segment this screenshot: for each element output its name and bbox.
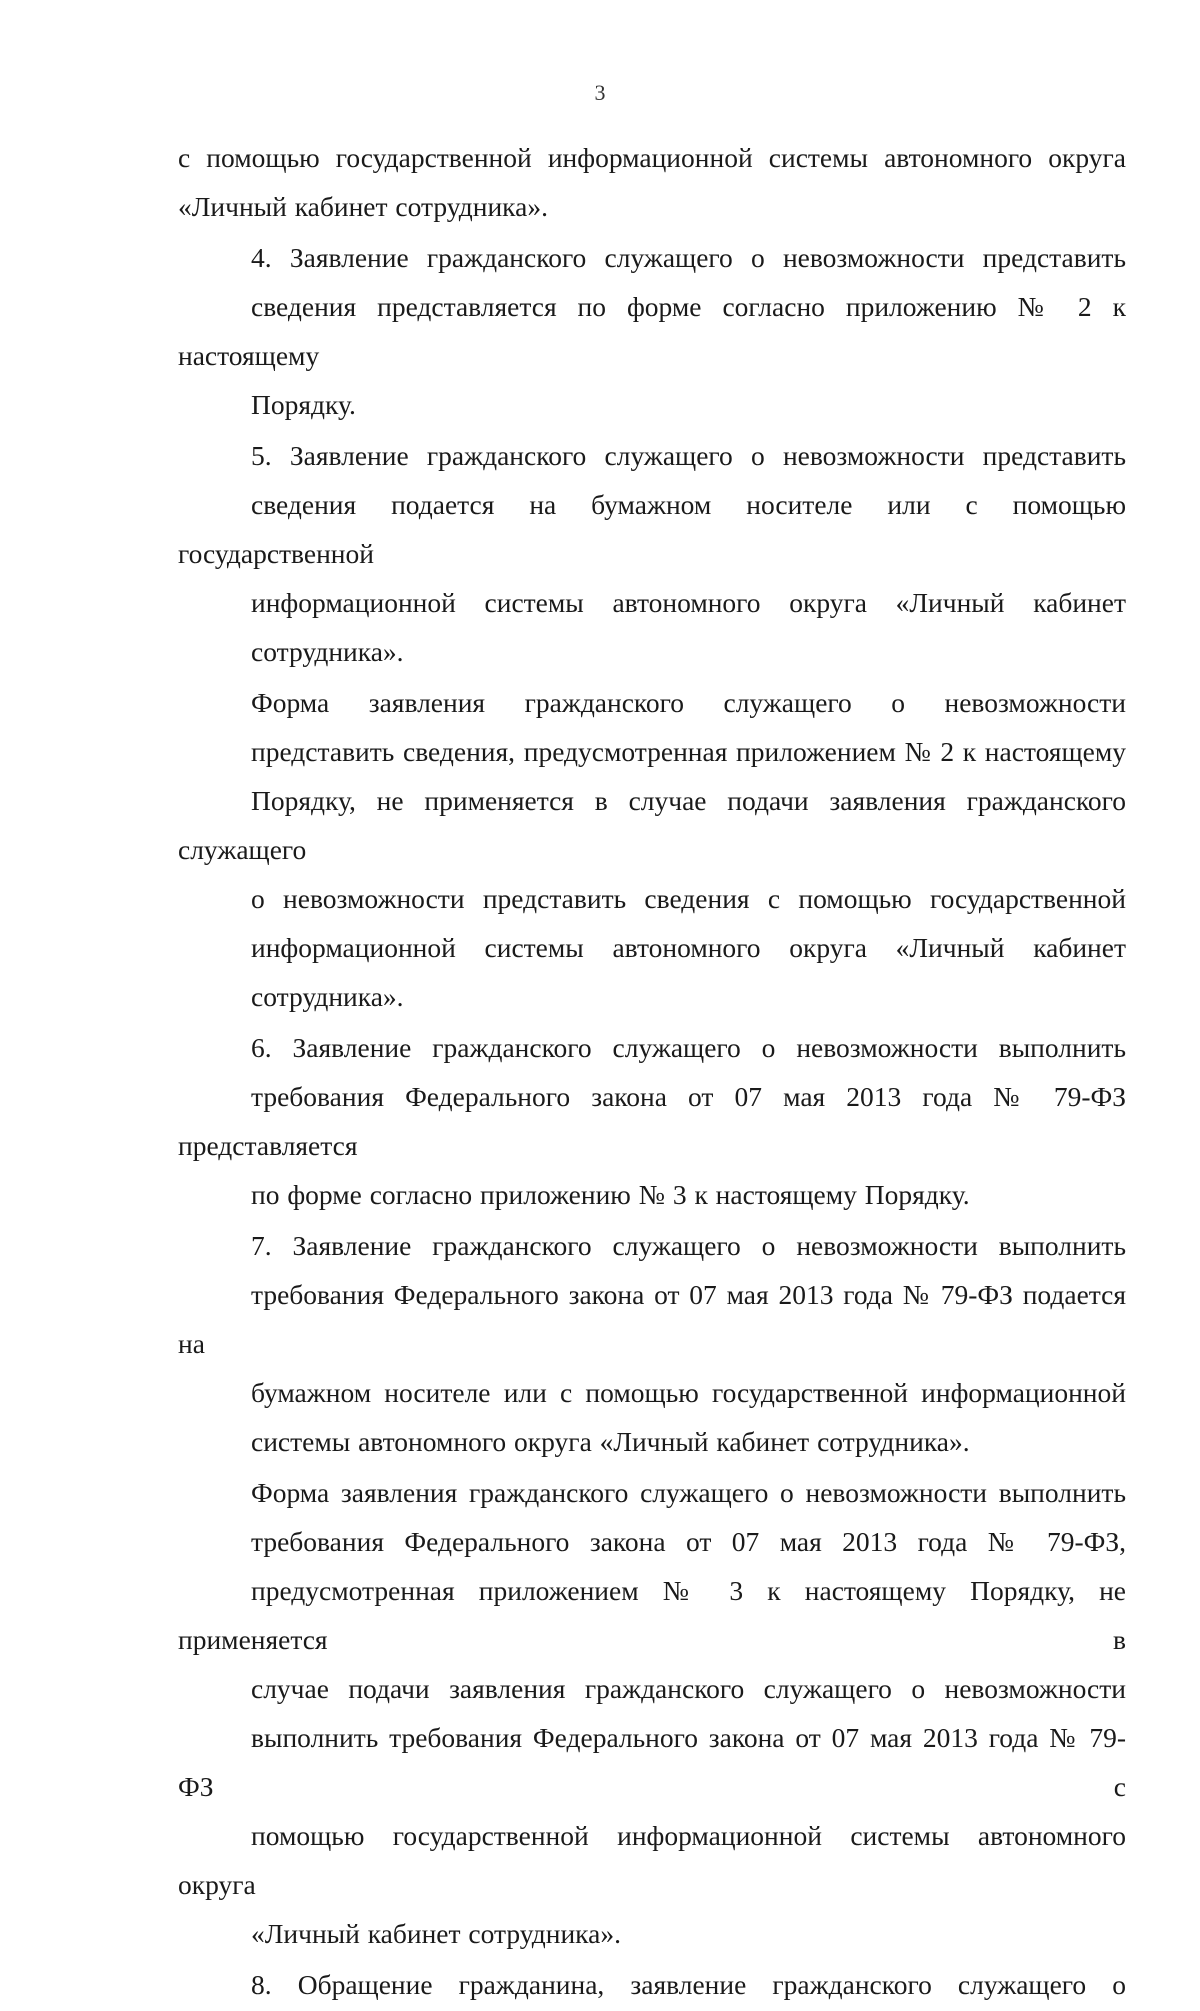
- page-number: 3: [594, 80, 606, 105]
- text-line: о невозможности представить сведения с помощью государственной: [251, 883, 1126, 914]
- text-line: помощью государственной информационной системы автономного округа: [178, 1820, 1126, 1900]
- paragraph-item-7: [178, 1221, 1126, 1466]
- text-line: 4. Заявление гражданского служащего о невозможности представить: [251, 242, 1126, 273]
- text-line: Форма заявления гражданского служащего о невозможности выполнить: [251, 1477, 1126, 1508]
- paragraph-item-4: [178, 233, 1126, 429]
- text-line: требования Федерального закона от 07 мая 2013 года № 79-ФЗ,: [251, 1526, 1126, 1557]
- text-line: Порядку, не применяется в случае подачи заявления гражданского служащего: [178, 785, 1126, 865]
- text-line: 7. Заявление гражданского служащего о невозможности выполнить: [251, 1230, 1126, 1261]
- paragraph-item-5: [178, 431, 1126, 676]
- text-line: «Личный кабинет сотрудника».: [251, 1918, 621, 1949]
- text-line: информационной системы автономного округа «Личный кабинет: [251, 932, 1126, 963]
- text-line: по форме согласно приложению № 3 к настоящему Порядку.: [251, 1179, 970, 1210]
- text-line: сотрудника».: [251, 636, 404, 667]
- paragraph-item-8: [178, 1960, 1126, 2009]
- text-line: системы автономного округа «Личный кабинет сотрудника».: [251, 1426, 970, 1457]
- text-line: выполнить требования Федерального закона от 07 мая 2013 года № 79-ФЗ с: [178, 1722, 1126, 1802]
- paragraph: [178, 133, 1126, 231]
- paragraph-item-6: [178, 1023, 1126, 1219]
- text-line: 8. Обращение гражданина, заявление гражданского служащего о: [251, 1969, 1126, 2000]
- text-line: 6. Заявление гражданского служащего о невозможности выполнить: [251, 1032, 1126, 1063]
- text-line: сотрудника».: [251, 981, 404, 1012]
- text-line: «Личный кабинет сотрудника».: [178, 191, 548, 222]
- text-line: сведения представляется по форме согласно приложению № 2 к настоящему: [178, 291, 1126, 371]
- text-line: предусмотренная приложением № 3 к настоящему Порядку, не применяется в: [178, 1575, 1126, 1655]
- text-line: 5. Заявление гражданского служащего о невозможности представить: [251, 440, 1126, 471]
- text-line: требования Федерального закона от 07 мая 2013 года № 79-ФЗ представляется: [178, 1081, 1126, 1161]
- document-body: [178, 133, 1126, 2011]
- text-line: Форма заявления гражданского служащего о невозможности: [251, 687, 1126, 718]
- text-line: информационной системы автономного округа «Личный кабинет: [251, 587, 1126, 618]
- text-line: сведения подается на бумажном носителе или с помощью государственной: [178, 489, 1126, 569]
- text-line: требования Федерального закона от 07 мая 2013 года № 79-ФЗ подается на: [178, 1279, 1126, 1359]
- text-line: Порядку.: [251, 389, 356, 420]
- paragraph-form-note-3: [178, 1468, 1126, 1958]
- paragraph-form-note-2: [178, 678, 1126, 1021]
- text-line: представить сведения, предусмотренная приложением № 2 к настоящему: [251, 736, 1126, 767]
- text-line: с помощью государственной информационной системы автономного округа: [178, 142, 1126, 173]
- text-line: бумажном носителе или с помощью государственной информационной: [251, 1377, 1126, 1408]
- text-line: случае подачи заявления гражданского служащего о невозможности: [251, 1673, 1126, 1704]
